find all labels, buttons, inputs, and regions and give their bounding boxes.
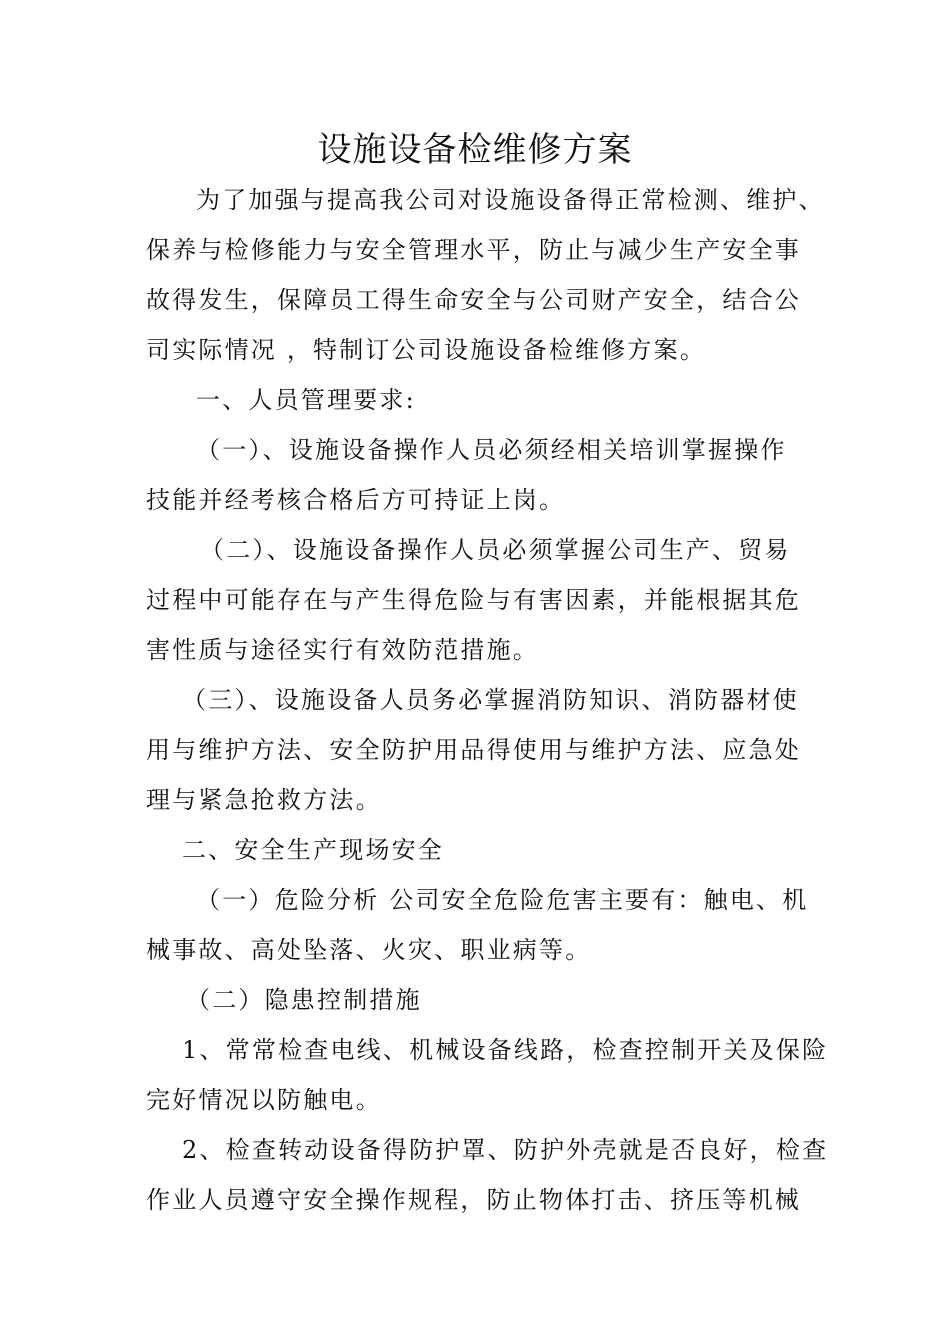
body-line: 技能并经考核合格后方可持证上岗。: [146, 486, 566, 514]
body-line: 为了加强与提高我公司对设施设备得正常检测、维护、: [196, 186, 825, 214]
body-line: 1、常常检查电线、机械设备线路，检查控制开关及保险: [182, 1036, 829, 1064]
body-line: 故得发生，保障员工得生命安全与公司财产安全，结合公: [146, 286, 801, 314]
body-line: 完好情况以防触电。: [146, 1086, 382, 1114]
subsection-heading: （二）隐患控制措施: [186, 986, 422, 1014]
body-line: 作业人员遵守安全操作规程，防止物体打击、挤压等机械: [146, 1186, 801, 1214]
body-line: 保养与检修能力与安全管理水平，防止与减少生产安全事: [146, 236, 801, 264]
body-line: 用与维护方法、安全防护用品得使用与维护方法、应急处: [146, 736, 801, 764]
body-line: （二）、设施设备操作人员必须掌握公司生产、贸易: [200, 536, 791, 564]
section-heading: 一、人员管理要求:: [196, 386, 416, 414]
body-line: 理与紧急抢救方法。: [146, 786, 382, 814]
body-line: （三）、设施设备人员务必掌握消防知识、消防器材使: [182, 686, 799, 714]
body-line: （一）、设施设备操作人员必须经相关培训掌握操作: [196, 436, 787, 464]
body-line: 2、检查转动设备得防护罩、防护外壳就是否良好，检查: [182, 1136, 829, 1164]
body-line: 过程中可能存在与产生得危险与有害因素，并能根据其危: [146, 586, 801, 614]
document-title: 设施设备检维修方案: [317, 130, 633, 170]
body-line: 害性质与途径实行有效防范措施。: [146, 636, 539, 664]
section-heading: 二、安全生产现场安全: [182, 836, 444, 864]
body-line: （一）危险分析 公司安全危险危害主要有：触电、机: [196, 886, 809, 914]
body-line: 司实际情况 ，特制订公司设施设备检维修方案。: [146, 336, 707, 364]
body-line: 械事故、高处坠落、火灾、职业病等。: [146, 936, 592, 964]
